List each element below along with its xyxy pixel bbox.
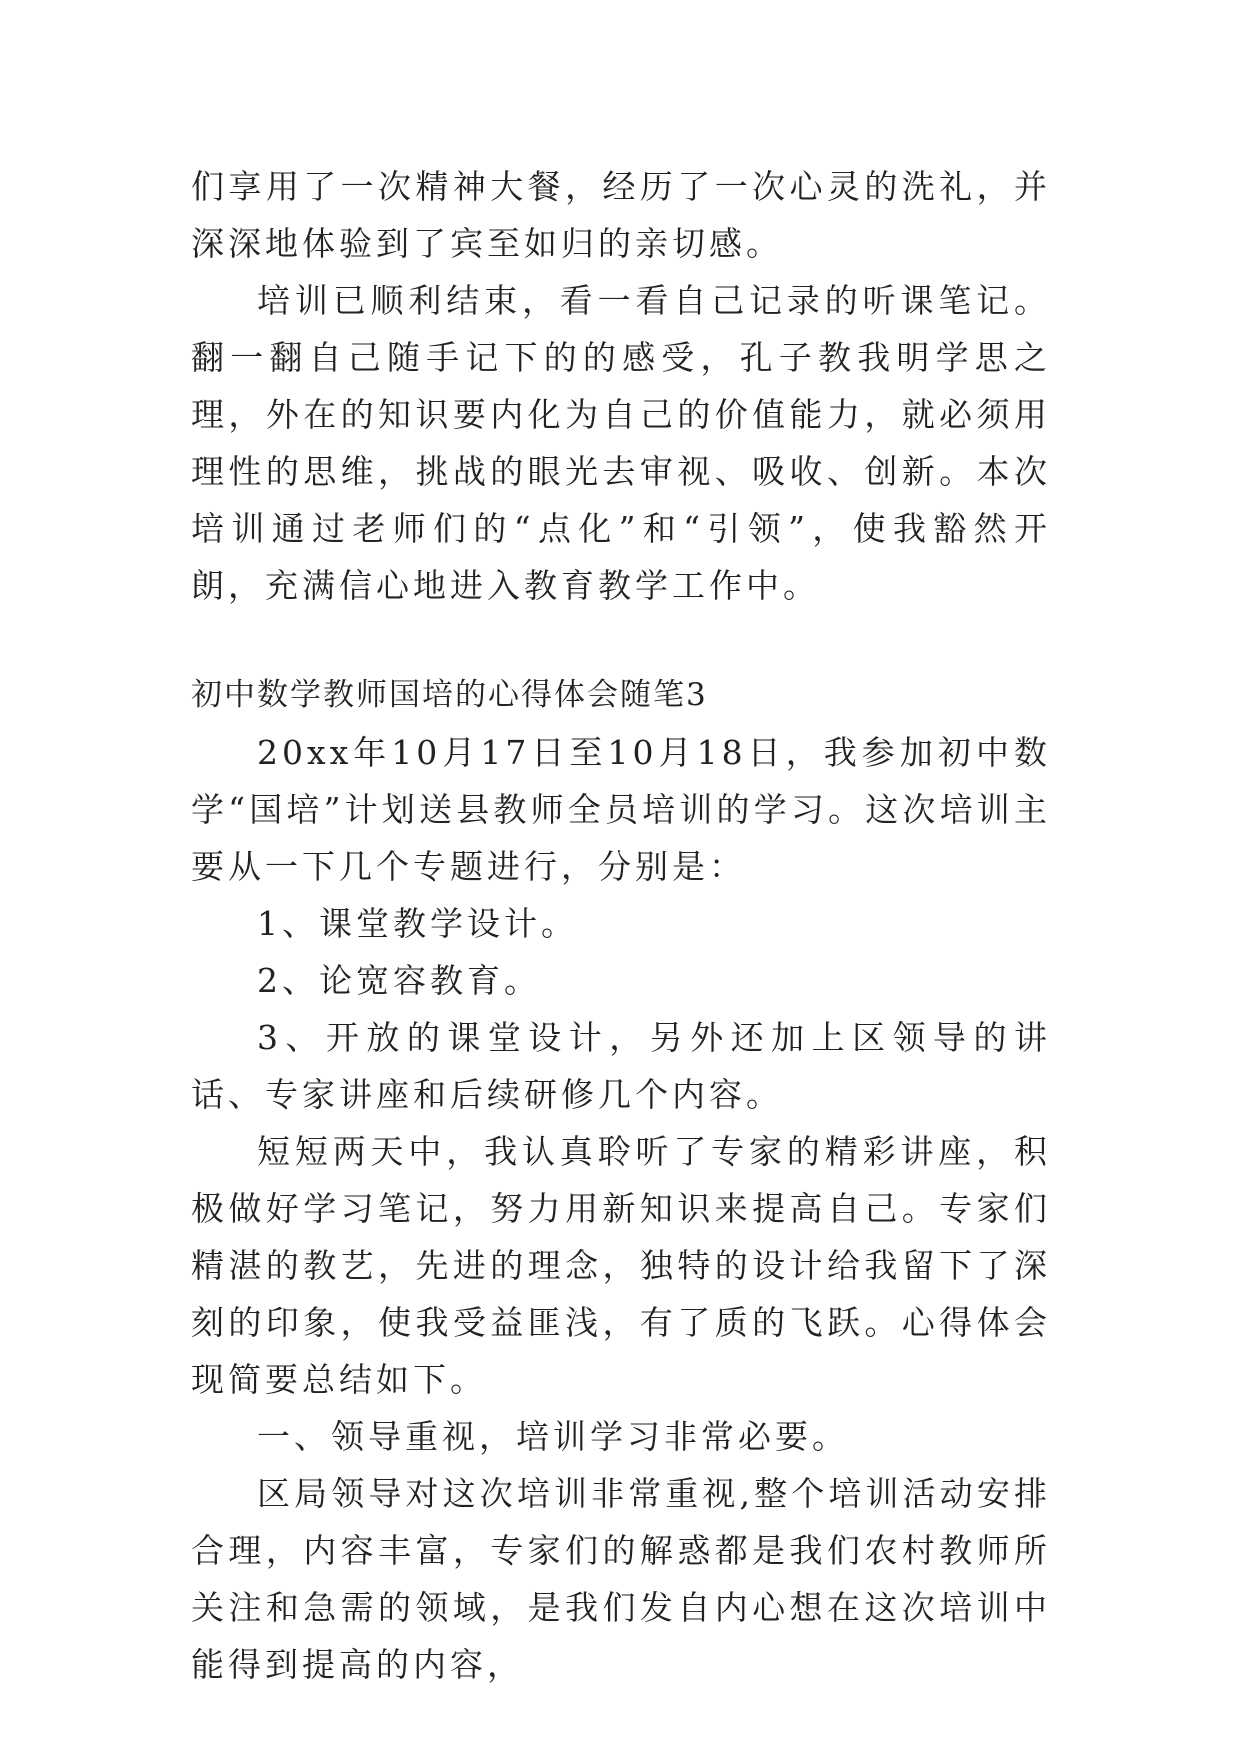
subheading: 一、领导重视，培训学习非常必要。	[257, 1417, 849, 1456]
paragraph: 20xx年10月17日至10月18日，我参加初中数学“国培”计划送县教师全员培训的学习。这次培训主要从一下几个专题进行，分别是：	[191, 733, 1051, 886]
list-item: 3、开放的课堂设计，另外还加上区领导的讲话、专家讲座和后续研修几个内容。	[191, 1018, 1051, 1114]
list-item: 2、论宽容教育。	[257, 961, 541, 1000]
list-item: 1、课堂教学设计。	[257, 904, 578, 943]
paragraph: 区局领导对这次培训非常重视,整个培训活动安排合理，内容丰富，专家们的解惑都是我们农村教师所关注和急需的领域，是我们发自内心想在这次培训中能得到提高的内容，	[191, 1474, 1051, 1684]
document-body	[191, 158, 1051, 1693]
section-title: 初中数学教师国培的心得体会随笔3	[191, 677, 708, 713]
paragraph-continuation: 们享用了一次精神大餐，经历了一次心灵的洗礼，并深深地体验到了宾至如归的亲切感。	[191, 167, 1051, 263]
paragraph: 短短两天中，我认真聆听了专家的精彩讲座，积极做好学习笔记，努力用新知识来提高自己。专家们精湛的教艺，先进的理念，独特的设计给我留下了深刻的印象，使我受益匪浅，有了质的飞跃。心得体会现简要总结如下。	[191, 1132, 1051, 1399]
paragraph: 培训已顺利结束，看一看自己记录的听课笔记。翻一翻自己随手记下的的感受，孔子教我明学思之理，外在的知识要内化为自己的价值能力，就必须用理性的思维，挑战的眼光去审视、吸收、创新。本次培训通过老师们的“点化”和“引领”，使我豁然开朗，充满信心地进入教育教学工作中。	[191, 281, 1051, 605]
